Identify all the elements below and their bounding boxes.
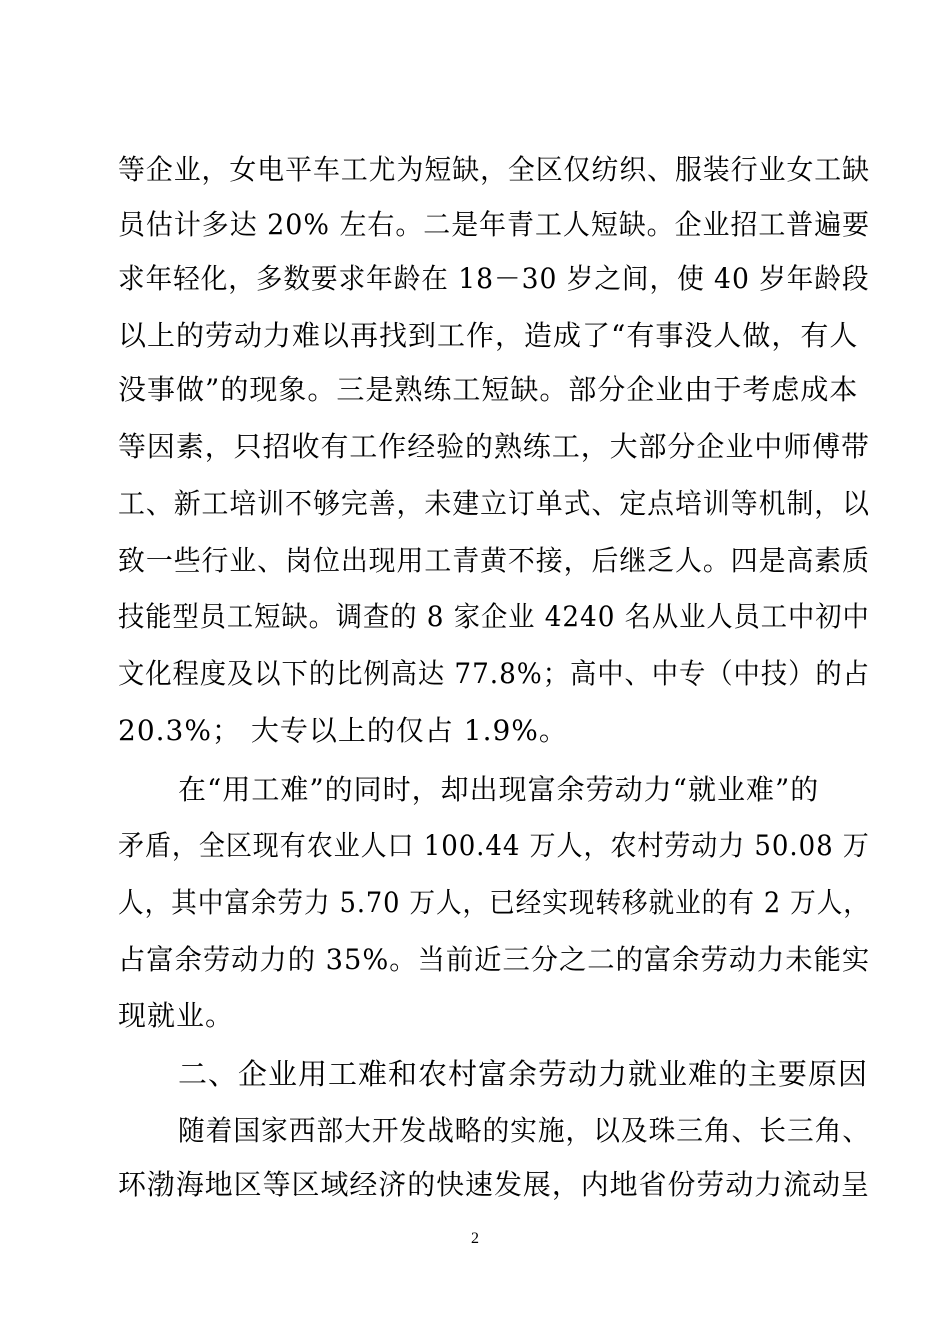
- text-line: 文化程度及以下的比例高达 77.8%；高中、中专（中技）的占: [118, 657, 870, 690]
- text-line: 环渤海地区等区域经济的快速发展，内地省份劳动力流动呈: [118, 1168, 870, 1201]
- text-line: 致一些行业、岗位出现用工青黄不接，后继乏人。四是高素质: [118, 544, 871, 577]
- text-line: 占富余劳动力的 35%。当前近三分之二的富余劳动力未能实: [118, 943, 871, 976]
- text-line: 现就业。: [118, 999, 235, 1032]
- text-line: 员估计多达 20% 左右。二是年青工人短缺。企业招工普遍要: [118, 208, 871, 241]
- text-line: 随着国家西部大开发战略的实施，以及珠三角、长三角、: [178, 1114, 871, 1147]
- text-line: 以上的劳动力难以再找到工作，造成了“有事没人做，有人: [118, 319, 859, 352]
- text-line: 等因素，只招收有工作经验的熟练工，大部分企业中师傅带: [118, 430, 870, 463]
- page-number: 2: [471, 1230, 479, 1247]
- text-line: 等企业，女电平车工尤为短缺，全区仅纺织、服装行业女工缺: [118, 153, 871, 186]
- text-line: 求年轻化，多数要求年龄在 18－30 岁之间，使 40 岁年龄段: [118, 262, 870, 295]
- section-heading: 二、企业用工难和农村富余劳动力就业难的主要原因: [178, 1057, 869, 1091]
- text-line: 在“用工难”的同时，却出现富余劳动力“就业难”的: [178, 773, 820, 806]
- text-line: 矛盾，全区现有农业人口 100.44 万人，农村劳动力 50.08 万: [118, 829, 870, 862]
- text-line: 20.3%； 大专以上的仅占 1.9%。: [118, 714, 568, 747]
- text-line: 技能型员工短缺。调查的 8 家企业 4240 名从业人员工中初中: [118, 600, 870, 633]
- text-line: 人，其中富余劳力 5.70 万人，已经实现转移就业的有 2 万人，: [118, 886, 870, 919]
- text-line: 工、新工培训不够完善，未建立订单式、定点培训等机制，以: [118, 487, 871, 520]
- text-line: 没事做”的现象。三是熟练工短缺。部分企业由于考虑成本: [118, 373, 859, 406]
